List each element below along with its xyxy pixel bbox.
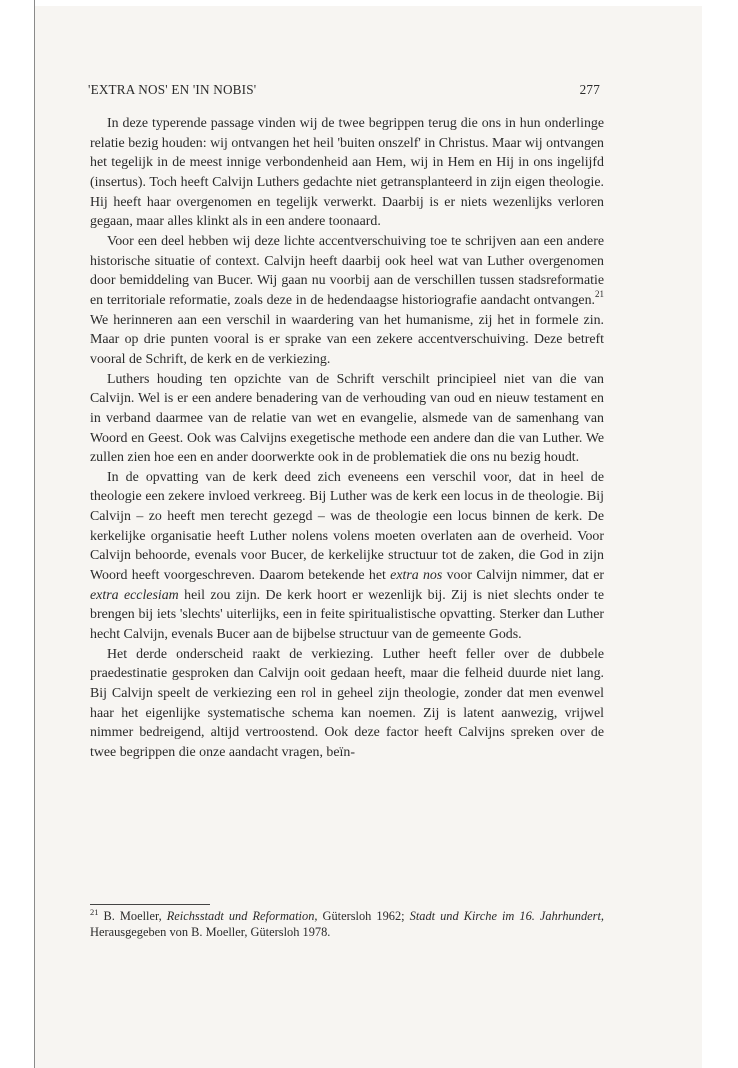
footnote-divider — [90, 904, 210, 905]
paragraph: In de opvatting van de kerk deed zich eveneens een verschil voor, dat in heel de theologie een zekere invloed verkreeg. Bij Luther was de kerk een locus in de theologie. Bij Calvijn – zo heeft men terecht gezegd – was de theologie een locus binnen de kerk. De kerkelijke organisatie heeft Luther nolens volens moeten overlaten aan de overheid. Voor Calvijn behoorde, evenals voor Bucer, de kerkelijke structuur tot de zaken, die God in zijn Woord heeft voorgeschreven. Daarom betekende het extra nos voor Calvijn nimmer, dat er extra ecclesiam heil zou zijn. De kerk hoort er wezenlijk bij. Zij is niet slechts onder te brengen bij iets 'slechts' uiterlijks, een in feite spiritualistische opvatting. Sterker dan Luther hecht Calvijn, evenals Bucer aan de bijbelse structuur van de gemeente Gods. — [90, 469, 605, 643]
italic-term: extra nos — [390, 568, 443, 584]
body-text — [90, 114, 604, 763]
paragraph: Voor een deel hebben wij deze lichte accentverschuiving toe te schrijven aan een andere historische situatie of context. Calvijn heeft daarbij ook heel wat van Luther overgenomen door bemiddeling van Bucer. Wij gaan nu voorbij aan de verschillen tussen stadsreformatie en territoriale reformatie, zoals deze in de hedendaagse historiografie aandacht ontvangen.$^{21}$ We herinneren aan een verschil in waardering van het humanisme, zij het in formele zin. Maar op drie punten vooral is er sprake van een zekere accentverschuiving. Deze betreft vooral de Schrift, de kerk en de verkiezing. — [90, 233, 604, 367]
paragraph: Luthers houding ten opzichte van de Schrift verschilt principieel niet van die van Calvijn. Wel is er een andere benadering van de verhouding van oud en nieuw testament en in verband daarmee van de relatie van wet en evangelie, alsmede van de samenhang van Woord en Geest. Ook was Calvijns exegetische methode een andere dan die van Luther. We zullen zien hoe een en ander doorwerkte ook in de problematiek die ons nu bezig houdt. — [90, 371, 604, 466]
italic-term: extra ecclesiam — [90, 587, 179, 603]
footnote-ref[interactable]: 21 — [595, 289, 604, 300]
footnote: $^{21}$ B. Moeller, Reichsstadt und Reformation, Gütersloh 1962; Stadt und Kirche im 16. Jahrhundert, Herausgegeben von B. Moeller, Gütersloh 1978. — [90, 906, 604, 939]
paragraph: In deze typerende passage vinden wij de twee begrippen terug die ons in hun onderlinge relatie bezig houden: wij ontvangen het heil 'buiten onszelf' in Christus. Maar wij ontvangen het tegelijk in de meest innige verbondenheid aan Hem, wij in Hem en Hij in ons ingelijfd (insertus). Toch heeft Calvijn Luthers gedachte niet getransplanteerd in zijn eigen theologie. Hij heeft haar overgenomen en tegelijk verwerkt. Daarbij is er niets wezenlijks verloren gegaan, maar alles klinkt als in een andere toonaard. — [90, 116, 604, 230]
paragraph: Het derde onderscheid raakt de verkiezing. Luther heeft feller over de dubbele praedestinatie gesproken dan Calvijn ooit gedaan heeft, maar die felheid duurde niet lang. Bij Calvijn speelt de verkiezing een rol in geheel zijn theologie, zonder dat men evenwel haar het eigenlijke systematische schema kan noemen. Zij is latent aanwezig, vrijwel nimmer bedreigend, altijd vertroostend. Ook deze factor heeft Calvijns spreken over de twee begrippen die onze aandacht vragen, beïn- — [90, 646, 604, 760]
page-number: 277 — [579, 82, 600, 97]
running-title: 'EXTRA NOS' EN 'IN NOBIS' — [88, 82, 257, 97]
footnote-number: 21 — [90, 906, 99, 917]
